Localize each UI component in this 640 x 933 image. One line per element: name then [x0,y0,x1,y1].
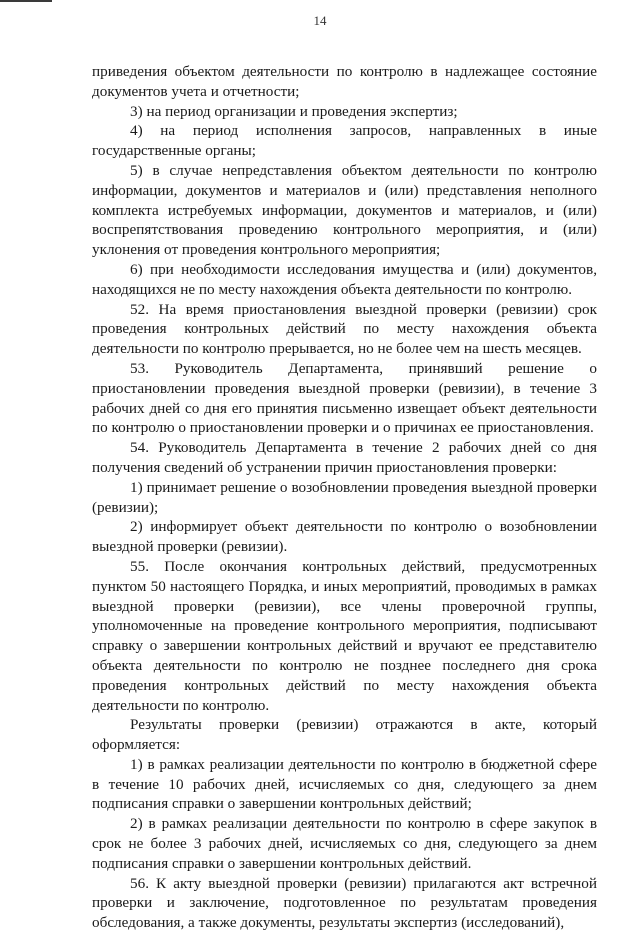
paragraph: 52. На время приостановления выездной проверки (ревизии) срок проведения контрольных действий по месту нахождения объекта деятельности по контролю прерывается, но не более чем на шесть месяцев. [92,300,597,358]
paragraph: 1) принимает решение о возобновлении проведения выездной проверки (ревизии); [92,478,597,516]
scan-edge-mark [0,0,52,2]
paragraph: 2) информирует объект деятельности по контролю о возобновлении выездной проверки (ревизии). [92,518,597,556]
page-number: 14 [313,13,327,28]
paragraph: 4) на период исполнения запросов, направленных в иные государственные органы; [92,122,597,160]
paragraph: 6) при необходимости исследования имущества и (или) документов, находящихся не по месту нахождения объекта деятельности по контролю. [92,260,597,298]
paragraph: 53. Руководитель Департамента, принявший решение о приостановлении проведения выездной проверки (ревизии), в течение 3 рабочих дней со дня его принятия письменно извещает объект деятельности по контролю о приостановлении проверки и о причинах ее приостановления. [92,359,597,437]
paragraph: 5) в случае непредставления объектом деятельности по контролю информации, документов и материалов и (или) представления неполного комплекта истребуемых информации, документов и материалов, и (или) воспрепятствования проведению контрольного мероприятия, и (или) уклонения от проведения контрольного мероприятия; [92,161,597,259]
paragraph: 1) в рамках реализации деятельности по контролю в бюджетной сфере в течение 10 рабочих дней, исчисляемых со дня, следующего за днем подписания справки о завершении контрольных действий; [92,755,597,813]
paragraph: 55. После окончания контрольных действий, предусмотренных пунктом 50 настоящего Порядка, и иных мероприятий, проводимых в рамках выездной проверки (ревизии), все члены проверочной группы, уполномоченные на проведение контрольного мероприятия, подписывают справку о завершении контрольных действий и вручают ее представителю объекта деятельности по контролю не позднее последнего дня срока проведения контрольных действий по месту нахождения объекта деятельности по контролю. [92,557,597,714]
paragraph: 56. К акту выездной проверки (ревизии) прилагаются акт встречной проверки и заключение, подготовленное по результатам проведения обследования, а также документы, результаты экспертиз (исследований), [92,874,597,932]
paragraph: 3) на период организации и проведения экспертиз; [130,102,458,120]
paragraph: Результаты проверки (ревизии) отражаются в акте, который оформляется: [92,716,597,754]
paragraph: 2) в рамках реализации деятельности по контролю в сфере закупок в срок не более 3 рабочих дней, исчисляемых со дня, следующего за днем подписания справки о завершении контрольных действий. [92,815,597,872]
paragraph: 54. Руководитель Департамента в течение 2 рабочих дней со дня получения сведений об устранении причин приостановления проверки: [92,439,597,476]
paragraph: приведения объектом деятельности по контролю в надлежащее состояние документов учета и отчетности; [92,63,597,100]
document-body [92,62,597,933]
